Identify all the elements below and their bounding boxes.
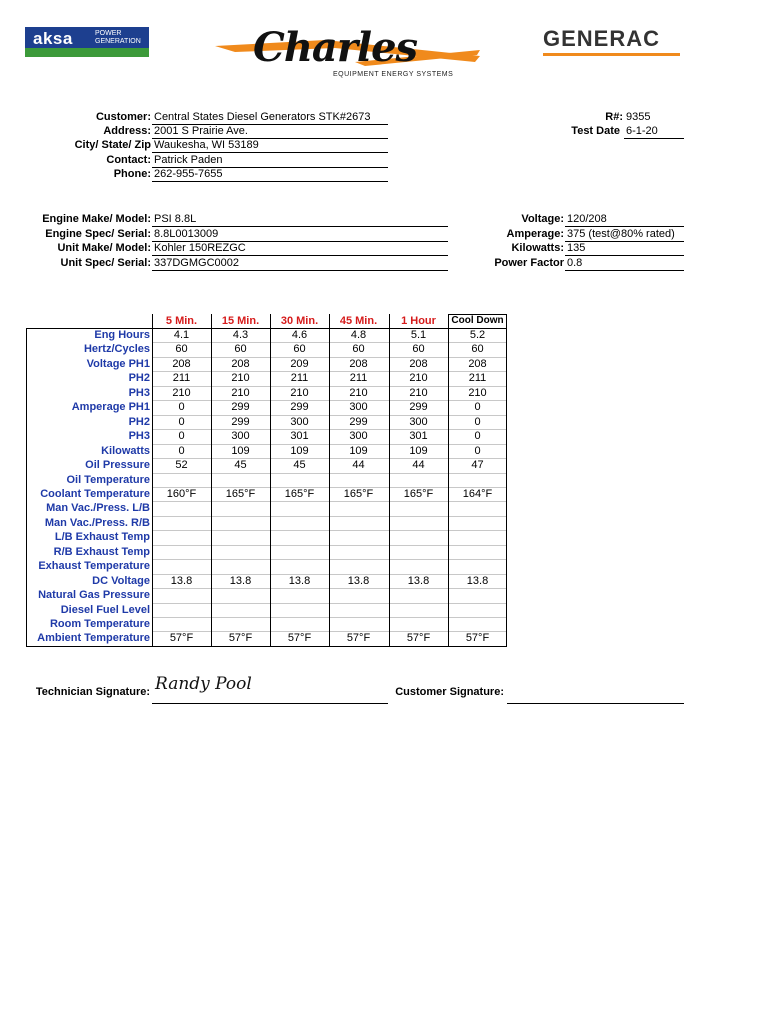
generac-logo — [543, 26, 683, 56]
table-cell — [389, 603, 448, 617]
table-cell: 60 — [175, 343, 188, 356]
table-cell — [270, 603, 329, 617]
table-cell: 5.1 — [410, 329, 427, 341]
table-cell — [389, 530, 448, 544]
table-border — [448, 314, 449, 646]
table-cell: 57°F — [228, 632, 253, 645]
table-cell: 57°F — [406, 632, 431, 645]
column-header: 15 Min. — [221, 315, 260, 327]
engine-make-value: PSI 8.8L — [152, 213, 448, 227]
table-cell — [389, 501, 448, 515]
address-value: 2001 S Prairie Ave. — [152, 125, 388, 139]
table-cell: 109 — [409, 444, 428, 457]
table-cell: 300 — [290, 415, 309, 428]
table-cell: 160°F — [166, 487, 197, 500]
table-cell: 301 — [290, 430, 309, 443]
table-cell: 211 — [290, 372, 309, 385]
row-label: Oil Pressure — [85, 459, 150, 472]
table-cell: 0 — [178, 430, 185, 443]
r-number-label: R#: — [605, 111, 623, 123]
table-cell: 4.3 — [232, 329, 249, 341]
phone-value: 262-955-7655 — [152, 168, 388, 182]
row-label: Amperage PH1 — [71, 401, 150, 414]
table-cell: 299 — [290, 401, 309, 414]
table-cell — [152, 501, 211, 515]
contact-value: Patrick Paden — [152, 154, 388, 168]
table-cell — [270, 588, 329, 602]
row-label: Oil Temperature — [66, 473, 150, 486]
table-cell: 208 — [468, 357, 487, 370]
table-cell — [448, 617, 507, 631]
table-cell: 57°F — [287, 632, 312, 645]
table-cell: 4.8 — [350, 329, 367, 341]
aksa-logo-word: aksa — [33, 29, 73, 48]
table-cell — [329, 559, 388, 573]
table-cell: 208 — [231, 357, 250, 370]
table-cell — [152, 617, 211, 631]
table-cell: 299 — [231, 415, 250, 428]
engine-make-label: Engine Make/ Model: — [42, 213, 151, 225]
table-cell — [448, 559, 507, 573]
table-cell — [211, 530, 270, 544]
aksa-logo-sub2: GENERATION — [95, 38, 141, 45]
aksa-logo — [25, 27, 149, 57]
table-cell: 165°F — [403, 487, 434, 500]
table-cell — [448, 603, 507, 617]
table-cell: 299 — [409, 401, 428, 414]
table-cell — [152, 516, 211, 530]
table-cell: 165°F — [343, 487, 374, 500]
voltage-value: 120/208 — [565, 213, 684, 227]
table-cell — [211, 545, 270, 559]
table-cell: 299 — [231, 401, 250, 414]
table-cell: 5.2 — [469, 329, 486, 341]
table-cell — [270, 501, 329, 515]
table-cell: 109 — [349, 444, 368, 457]
table-border — [152, 314, 153, 646]
customer-label: Customer: — [95, 111, 151, 123]
table-cell: 0 — [178, 401, 185, 414]
row-label: PH2 — [128, 372, 150, 385]
table-cell — [389, 617, 448, 631]
table-cell: 4.6 — [291, 329, 308, 341]
voltage-label: Voltage: — [521, 213, 564, 225]
table-cell: 300 — [231, 430, 250, 443]
table-cell: 210 — [231, 372, 250, 385]
row-label: Room Temperature — [49, 618, 150, 630]
technician-signature-label: Technician Signature: — [35, 686, 150, 698]
table-cell: 13.8 — [466, 574, 489, 587]
table-cell: 57°F — [465, 632, 490, 645]
table-cell: 13.8 — [288, 574, 311, 587]
table-cell — [211, 501, 270, 515]
table-cell: 208 — [409, 357, 428, 370]
row-label: PH3 — [128, 386, 150, 399]
table-border — [448, 314, 507, 315]
table-cell — [448, 516, 507, 530]
table-cell — [211, 603, 270, 617]
column-header: Cool Down — [451, 315, 504, 326]
table-cell — [329, 588, 388, 602]
table-cell — [389, 473, 448, 487]
table-cell: 210 — [468, 386, 487, 399]
table-cell: 60 — [293, 343, 306, 356]
table-border — [26, 328, 507, 329]
unit-make-label: Unit Make/ Model: — [57, 242, 151, 254]
customer-value: Central States Diesel Generators STK#2673 — [152, 111, 388, 125]
row-label: Voltage PH1 — [86, 357, 150, 370]
charles-logo-sub: EQUIPMENT ENERGY SYSTEMS — [333, 71, 454, 78]
table-cell — [329, 516, 388, 530]
row-label: DC Voltage — [92, 574, 150, 587]
generac-logo-word: GENERAC — [543, 26, 661, 51]
table-cell: 209 — [290, 357, 309, 370]
table-cell — [270, 545, 329, 559]
table-cell — [329, 501, 388, 515]
amperage-value: 375 (test@80% rated) — [565, 228, 684, 242]
table-cell: 300 — [409, 415, 428, 428]
table-cell — [329, 530, 388, 544]
row-label: PH2 — [128, 415, 150, 428]
table-cell — [270, 516, 329, 530]
table-cell: 52 — [175, 459, 188, 472]
table-cell: 0 — [474, 401, 481, 414]
row-label: Natural Gas Pressure — [38, 589, 150, 602]
test-date-value: 6-1-20 — [624, 125, 684, 139]
column-header: 30 Min. — [280, 315, 319, 327]
table-cell: 210 — [231, 386, 250, 399]
column-header: 5 Min. — [165, 315, 198, 327]
table-cell: 60 — [234, 343, 247, 356]
table-cell — [211, 588, 270, 602]
table-cell — [270, 617, 329, 631]
table-cell: 60 — [352, 343, 365, 356]
table-cell — [152, 588, 211, 602]
table-cell: 208 — [172, 357, 191, 370]
customer-signature-line — [507, 703, 684, 704]
table-cell: 57°F — [346, 632, 371, 645]
aksa-logo-sub1: POWER — [95, 30, 122, 37]
row-label: Man Vac./Press. R/B — [44, 516, 150, 529]
table-cell — [389, 516, 448, 530]
table-cell — [329, 545, 388, 559]
table-cell: 57°F — [169, 632, 194, 645]
table-cell: 0 — [474, 415, 481, 428]
technician-signature: Randy Pool — [155, 674, 252, 694]
table-cell: 211 — [468, 372, 487, 385]
table-cell — [448, 530, 507, 544]
row-label: Diesel Fuel Level — [60, 603, 150, 616]
r-number-value: 9355 — [626, 111, 651, 123]
table-cell: 13.8 — [229, 574, 252, 587]
engine-spec-label: Engine Spec/ Serial: — [45, 228, 151, 240]
unit-spec-label: Unit Spec/ Serial: — [60, 257, 151, 269]
table-cell: 109 — [231, 444, 250, 457]
table-cell — [211, 473, 270, 487]
row-label: PH3 — [128, 430, 150, 443]
row-label: Man Vac./Press. L/B — [46, 502, 150, 515]
table-cell — [389, 559, 448, 573]
table-cell: 47 — [471, 459, 484, 472]
row-label: Hertz/Cycles — [83, 343, 150, 356]
power-factor-value: 0.8 — [565, 257, 684, 271]
table-cell: 208 — [349, 357, 368, 370]
engine-spec-value: 8.8L0013009 — [152, 228, 448, 242]
test-date-label: Test Date — [571, 125, 620, 137]
row-label: Kilowatts — [101, 444, 150, 457]
table-border — [270, 314, 271, 646]
row-label: Exhaust Temperature — [38, 560, 150, 573]
city-label: City/ State/ Zip — [74, 139, 151, 151]
table-cell — [211, 516, 270, 530]
table-cell: 60 — [471, 343, 484, 356]
table-cell — [270, 559, 329, 573]
power-factor-label: Power Factor — [494, 257, 564, 269]
table-cell — [448, 501, 507, 515]
table-cell: 210 — [409, 372, 428, 385]
table-border — [506, 314, 507, 646]
kilowatts-label: Kilowatts: — [511, 242, 564, 254]
table-border — [26, 646, 507, 647]
table-cell — [329, 473, 388, 487]
table-cell: 300 — [349, 401, 368, 414]
table-cell: 210 — [409, 386, 428, 399]
table-cell — [270, 473, 329, 487]
table-cell — [329, 617, 388, 631]
table-cell — [448, 473, 507, 487]
table-cell: 13.8 — [407, 574, 430, 587]
table-cell: 0 — [178, 444, 185, 457]
table-cell: 0 — [474, 430, 481, 443]
row-label: Coolant Temperature — [40, 487, 150, 500]
kilowatts-value: 135 — [565, 242, 684, 256]
table-cell: 13.8 — [170, 574, 193, 587]
table-cell: 45 — [293, 459, 306, 472]
table-cell — [152, 545, 211, 559]
table-cell: 211 — [172, 372, 191, 385]
table-cell: 4.1 — [173, 329, 190, 341]
table-border — [26, 328, 27, 646]
row-label: R/B Exhaust Temp — [53, 545, 150, 558]
table-cell: 210 — [349, 386, 368, 399]
table-cell: 210 — [172, 386, 191, 399]
table-cell: 44 — [352, 459, 365, 472]
table-cell — [152, 530, 211, 544]
table-cell — [389, 545, 448, 559]
table-cell — [152, 473, 211, 487]
table-cell — [329, 603, 388, 617]
row-label: L/B Exhaust Temp — [54, 531, 150, 544]
table-cell — [211, 617, 270, 631]
contact-label: Contact: — [106, 154, 151, 166]
column-header: 45 Min. — [339, 315, 378, 327]
table-cell: 60 — [412, 343, 425, 356]
table-cell: 0 — [474, 444, 481, 457]
table-cell — [448, 545, 507, 559]
table-cell — [211, 559, 270, 573]
table-cell — [152, 603, 211, 617]
row-label: Ambient Temperature — [37, 632, 150, 645]
table-cell: 45 — [234, 459, 247, 472]
table-cell: 210 — [290, 386, 309, 399]
technician-signature-line — [152, 703, 388, 704]
table-cell: 165°F — [225, 487, 256, 500]
charles-logo — [215, 22, 480, 84]
table-cell: 165°F — [284, 487, 315, 500]
table-cell — [152, 559, 211, 573]
table-cell — [270, 530, 329, 544]
unit-spec-value: 337DGMGC0002 — [152, 257, 448, 271]
table-cell: 0 — [178, 415, 185, 428]
table-cell: 44 — [412, 459, 425, 472]
table-cell: 211 — [349, 372, 368, 385]
city-value: Waukesha, WI 53189 — [152, 139, 388, 153]
amperage-label: Amperage: — [506, 228, 564, 240]
customer-signature-label: Customer Signature: — [395, 686, 504, 698]
table-cell — [389, 588, 448, 602]
charles-logo-word: Charles — [253, 24, 418, 71]
table-cell: 299 — [349, 415, 368, 428]
row-label: Eng Hours — [94, 329, 150, 341]
unit-make-value: Kohler 150REZGC — [152, 242, 448, 256]
table-border — [211, 314, 212, 646]
table-cell: 301 — [409, 430, 428, 443]
column-header: 1 Hour — [401, 315, 436, 327]
table-border — [329, 314, 330, 646]
table-cell: 109 — [290, 444, 309, 457]
table-cell: 164°F — [462, 487, 493, 500]
table-cell: 300 — [349, 430, 368, 443]
table-cell — [448, 588, 507, 602]
phone-label: Phone: — [113, 168, 151, 180]
address-label: Address: — [103, 125, 151, 137]
table-cell: 13.8 — [347, 574, 370, 587]
table-border — [389, 314, 390, 646]
